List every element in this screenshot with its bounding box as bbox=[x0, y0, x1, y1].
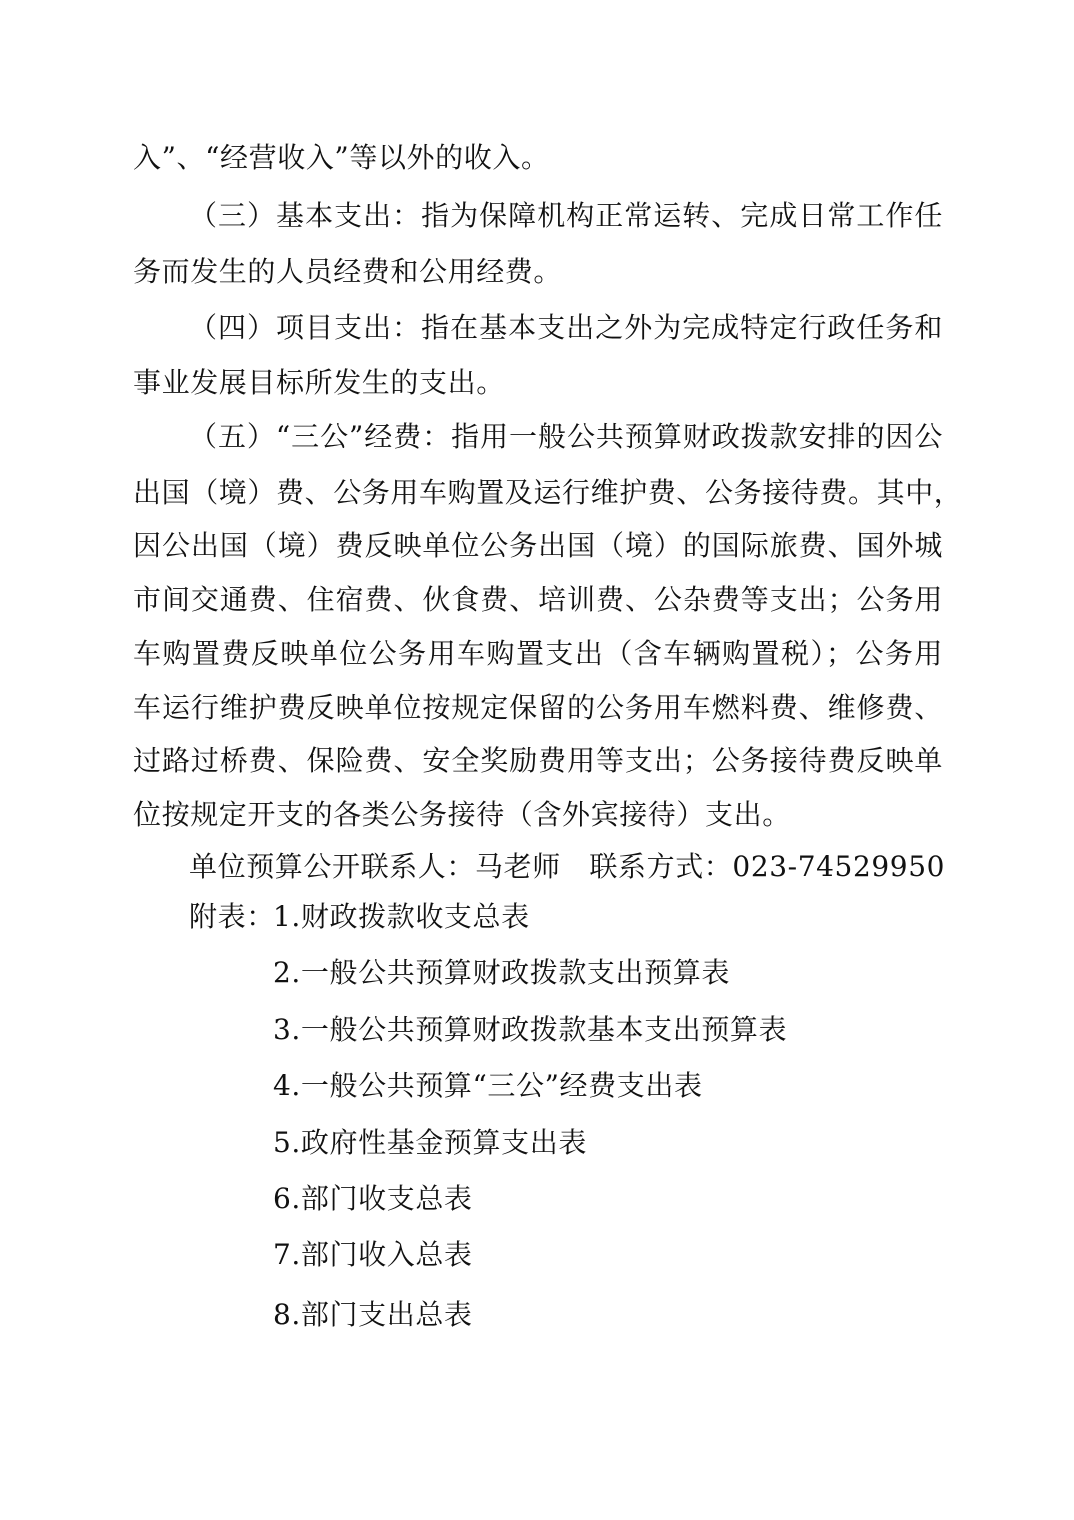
attachment-item-6: 6.部门收支总表 bbox=[273, 1182, 473, 1215]
attachment-item-8: 8.部门支出总表 bbox=[273, 1298, 473, 1331]
three-public-expenses-line-2: 出国（境）费、公务用车购置及运行维护费、公务接待费。其中， bbox=[133, 476, 963, 509]
attachment-item-2: 2.一般公共预算财政拨款支出预算表 bbox=[273, 956, 730, 989]
three-public-expenses-line-6: 车运行维护费反映单位按规定保留的公务用车燃料费、维修费、 bbox=[133, 691, 943, 724]
attachment-item-5: 5.政府性基金预算支出表 bbox=[273, 1126, 587, 1159]
paragraph-continuation-line: 入”、“经营收入”等以外的收入。 bbox=[133, 141, 550, 174]
contact-line: 单位预算公开联系人：马老师 联系方式：023-74529950 bbox=[189, 850, 946, 883]
three-public-expenses-line-3: 因公出国（境）费反映单位公务出国（境）的国际旅费、国外城 bbox=[133, 529, 943, 562]
attachment-item-1: 1.财政拨款收支总表 bbox=[273, 900, 530, 933]
basic-expenditure-line-1: （三）基本支出：指为保障机构正常运转、完成日常工作任 bbox=[189, 199, 943, 232]
three-public-expenses-line-1: （五）“三公”经费：指用一般公共预算财政拨款安排的因公 bbox=[189, 420, 943, 453]
project-expenditure-line-2: 事业发展目标所发生的支出。 bbox=[133, 366, 505, 399]
three-public-expenses-line-7: 过路过桥费、保险费、安全奖励费用等支出；公务接待费反映单 bbox=[133, 744, 943, 777]
attachment-item-7: 7.部门收入总表 bbox=[273, 1238, 473, 1271]
attachments-label: 附表： bbox=[189, 900, 275, 933]
attachment-item-3: 3.一般公共预算财政拨款基本支出预算表 bbox=[273, 1013, 788, 1046]
attachment-item-4: 4.一般公共预算“三公”经费支出表 bbox=[273, 1069, 703, 1102]
project-expenditure-line-1: （四）项目支出：指在基本支出之外为完成特定行政任务和 bbox=[189, 311, 943, 344]
three-public-expenses-line-4: 市间交通费、住宿费、伙食费、培训费、公杂费等支出；公务用 bbox=[133, 583, 943, 616]
three-public-expenses-line-5: 车购置费反映单位公务用车购置支出（含车辆购置税）；公务用 bbox=[133, 637, 943, 670]
basic-expenditure-line-2: 务而发生的人员经费和公用经费。 bbox=[133, 255, 563, 288]
three-public-expenses-line-8: 位按规定开支的各类公务接待（含外宾接待）支出。 bbox=[133, 798, 791, 831]
